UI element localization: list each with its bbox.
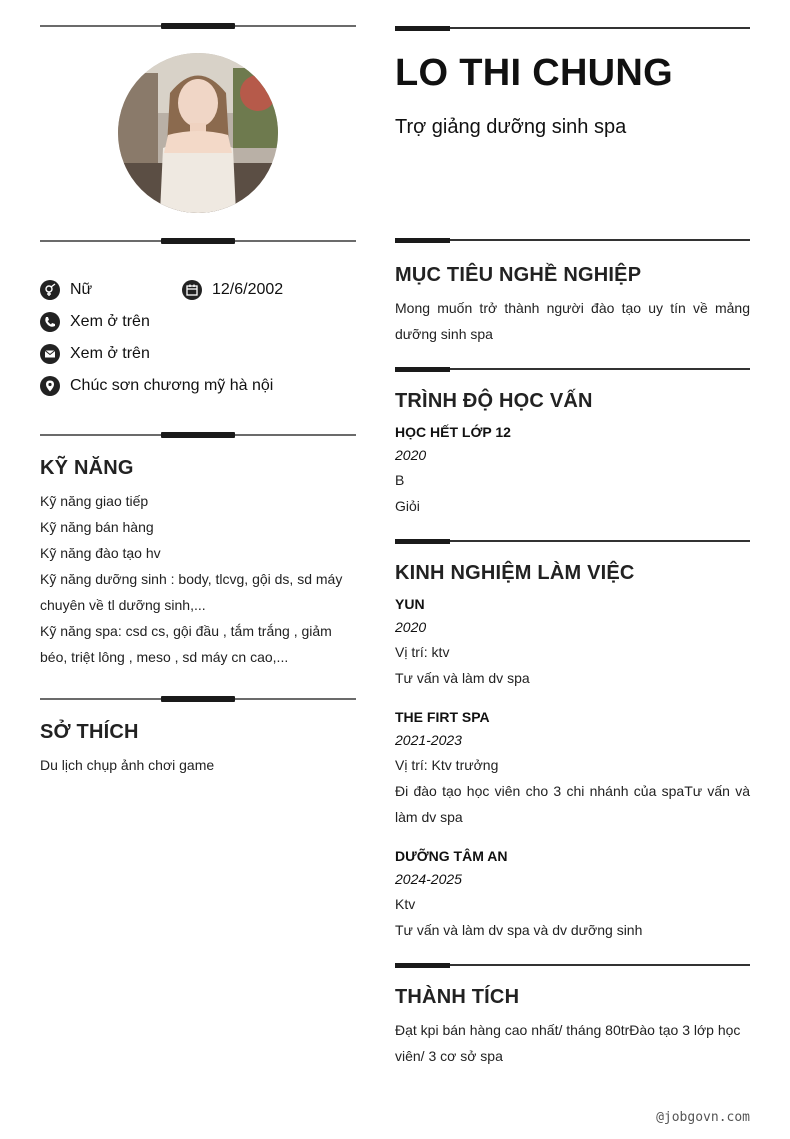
divider — [395, 963, 750, 968]
divider — [395, 367, 750, 372]
job-company: THE FIRT SPA — [395, 709, 490, 725]
candidate-name: LO THI CHUNG — [395, 52, 674, 94]
skills-title: KỸ NĂNG — [40, 457, 134, 479]
job-period: 2021-2023 — [395, 732, 462, 748]
birthday-value: 12/6/2002 — [212, 281, 284, 298]
hobbies-title: SỞ THÍCH — [40, 721, 139, 743]
candidate-role: Trợ giảng dưỡng sinh spa — [395, 116, 627, 138]
gender-row — [40, 279, 92, 301]
hobbies-text: Du lịch chụp ảnh chơi game — [40, 757, 215, 773]
gender-icon — [40, 280, 60, 300]
job-period: 2020 — [395, 619, 427, 635]
skill-item: Kỹ năng spa: csd cs, gội đầu , tắm trắng , giảm béo, triệt lông , meso , sd máy cn cao,... — [40, 623, 332, 665]
divider — [395, 539, 750, 544]
job-position: Vị trí: ktv — [395, 644, 450, 660]
phone-row — [40, 311, 150, 333]
job-position: Vị trí: Ktv trưởng — [395, 757, 499, 773]
job-position: Ktv — [395, 896, 416, 912]
job-company: DƯỠNG TÂM AN — [395, 848, 508, 864]
birthday-row — [182, 279, 283, 301]
achievements-title: THÀNH TÍCH — [395, 986, 520, 1008]
education-school: HỌC HẾT LỚP 12 — [395, 424, 511, 440]
divider — [40, 696, 356, 702]
divider — [395, 26, 750, 31]
skill-item: Kỹ năng giao tiếp — [40, 493, 149, 509]
divider — [40, 432, 356, 438]
job-description: Tư vấn và làm dv spa và dv dưỡng sinh — [395, 922, 643, 938]
education-year: 2020 — [395, 447, 427, 463]
gender-value: Nữ — [70, 281, 93, 298]
divider — [40, 23, 356, 29]
phone-value: Xem ở trên — [70, 313, 150, 330]
education-title: TRÌNH ĐỘ HỌC VẤN — [395, 390, 593, 412]
phone-icon — [40, 312, 60, 332]
email-icon — [40, 344, 60, 364]
email-row — [40, 343, 150, 365]
avatar — [118, 53, 278, 213]
job-description: Đi đào tạo học viên cho 3 chi nhánh của spaTư vấn và làm dv spa — [395, 783, 750, 825]
education-grade: Giỏi — [395, 498, 420, 514]
email-value: Xem ở trên — [70, 345, 150, 362]
education-major: B — [395, 472, 405, 488]
skill-item: Kỹ năng đào tạo hv — [40, 545, 161, 561]
address-row — [40, 375, 273, 397]
objective-title: MỤC TIÊU NGHỀ NGHIỆP — [395, 264, 642, 286]
experience-title: KINH NGHIỆM LÀM VIỆC — [395, 562, 635, 584]
achievements-text: Đạt kpi bán hàng cao nhất/ tháng 80trĐào tạo 3 lớp học viên/ 3 cơ sở spa — [395, 1022, 741, 1064]
location-pin-icon — [40, 376, 60, 396]
skill-item: Kỹ năng bán hàng — [40, 519, 154, 535]
skill-item: Kỹ năng dưỡng sinh : body, tlcvg, gội ds, sd máy chuyên về tl dưỡng sinh,... — [40, 571, 343, 613]
footer-watermark: @jobgovn.com — [656, 1110, 750, 1125]
job-period: 2024-2025 — [395, 871, 462, 887]
divider — [395, 238, 750, 243]
objective-text: Mong muốn trở thành người đào tạo uy tín về mảng dưỡng sinh spa — [395, 300, 750, 342]
job-company: YUN — [395, 596, 425, 612]
calendar-icon — [182, 280, 202, 300]
job-description: Tư vấn và làm dv spa — [395, 670, 530, 686]
address-value: Chúc sơn chương mỹ hà nội — [70, 377, 274, 394]
divider — [40, 238, 356, 244]
